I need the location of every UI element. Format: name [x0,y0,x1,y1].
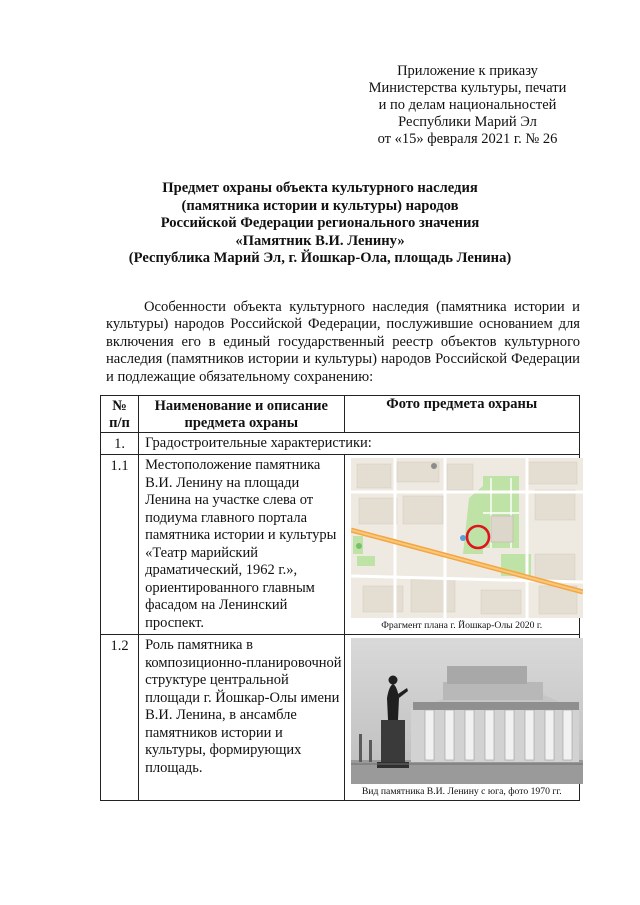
protection-table [100,395,580,801]
title-line: Российской Федерации регионального значения [160,215,480,231]
row-num: 1.1 [101,455,139,635]
appendix-line: Министерства культуры, печати [368,80,567,96]
title-line: «Памятник В.И. Ленину» [235,232,405,249]
document-title [80,180,560,268]
photo-cell [344,455,580,635]
row-description: Местоположение памятника В.И. Ленину на площади Ленина на участке слева от подиума главного портала памятника истории и культуры «Театр марийский драматический, 1962 г.», ориентированного главным фасадом на Ленинский проспект. [139,455,344,635]
map-caption: Фрагмент плана г. Йошкар-Олы 2020 г. [381,620,543,631]
appendix-line: и по делам национальностей [378,97,557,113]
table-row [101,635,580,801]
title-line: (памятника истории и культуры) народов [181,197,459,214]
section-num: 1. [101,433,139,455]
header-name: Наименование и описание предмета охраны [139,396,344,433]
header-num: № п/п [101,396,139,433]
section-row [101,433,580,455]
monument-photo [351,638,583,784]
table-header-row [101,396,580,433]
photo-cell [344,635,580,801]
appendix-line: от «15» февраля 2021 г. № 26 [377,131,558,147]
section-title: Градостроительные характеристики: [139,433,580,455]
title-line: Предмет охраны объекта культурного наследия [162,180,478,196]
appendix-line: Республики Марий Эл [398,114,537,130]
appendix-block [355,63,580,148]
intro-paragraph: Особенности объекта культурного наследия (памятника истории и культуры) народов Российской Федерации, послужившие основанием для включения его в единый государственный реестр объектов культурного наследия (памятников истории и культуры) народов Российской Федерации и подлежащие обязательному сохранению: [106,299,580,385]
header-photo: Фото предмета охраны [344,396,580,433]
appendix-line: Приложение к приказу [397,63,538,79]
row-description: Роль памятника в композиционно-планировочной структуре центральной площади г. Йошкар-Олы имени В.И. Ленина, в ансамбле памятников истории и культуры, формирующих площадь. [139,635,344,801]
table-row [101,455,580,635]
title-line: (Республика Марий Эл, г. Йошкар-Ола, площадь Ленина) [128,250,512,266]
row-num: 1.2 [101,635,139,801]
photo-caption: Вид памятника В.И. Ленину с юга, фото 1970 гг. [361,786,562,797]
city-map-image [351,458,583,618]
